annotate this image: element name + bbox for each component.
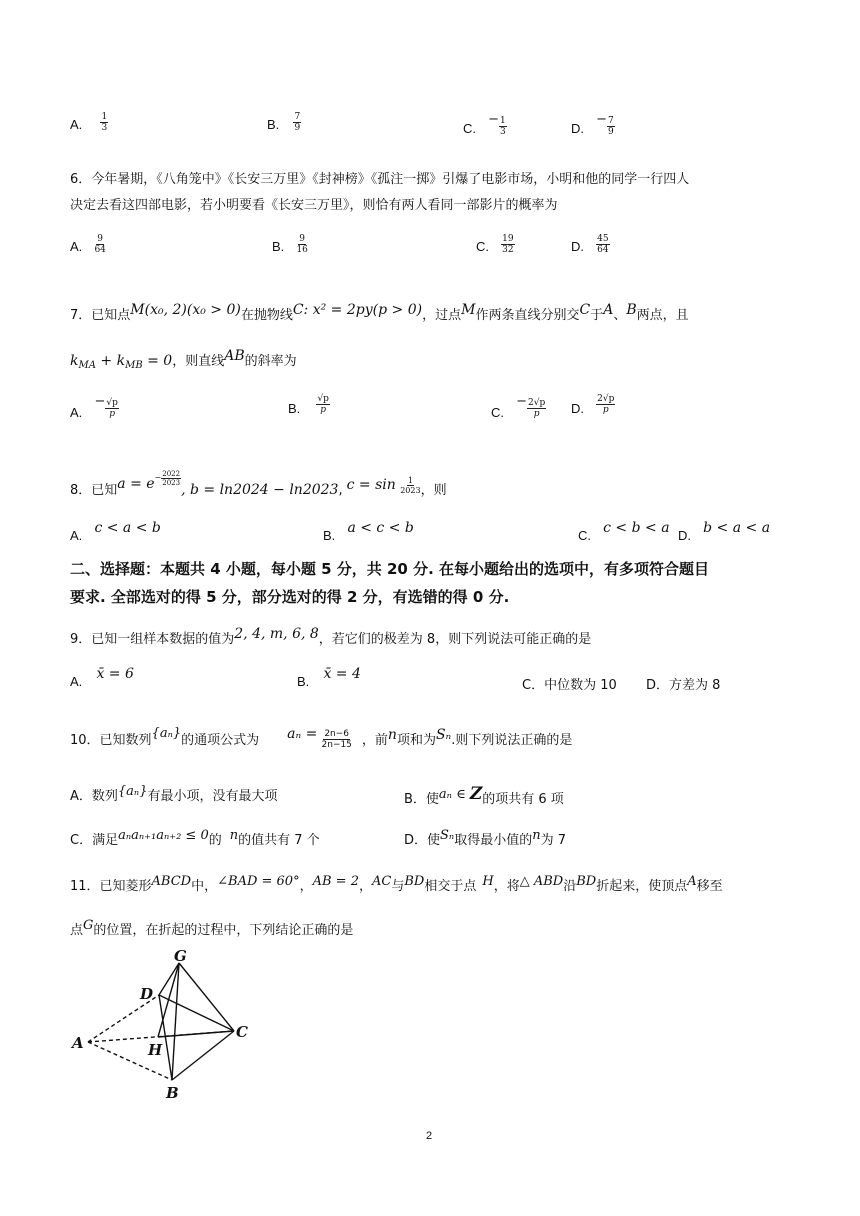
- text: 与: [391, 879, 405, 894]
- math-b: , b = ln2024 − ln2023: [181, 482, 339, 498]
- math-var: Sₙ: [435, 727, 452, 743]
- text: 中，: [191, 879, 218, 894]
- section-2-heading-line-2: 要求. 全部选对的得 5 分，部分选对的得 2 分，有选错的得 0 分.: [70, 588, 510, 606]
- option-label: A.: [70, 528, 83, 543]
- q5-option-b: [267, 112, 301, 133]
- denominator: 3: [500, 127, 506, 137]
- text: C．满足: [70, 833, 119, 848]
- text: 10．已知数列: [70, 733, 152, 748]
- text: ，将: [493, 879, 520, 894]
- subscript: MB: [125, 360, 143, 371]
- option-expr: x̄ = 4: [323, 666, 361, 682]
- text: ，: [358, 879, 372, 894]
- math-var: BD: [576, 874, 597, 889]
- fraction: [527, 398, 546, 419]
- fraction: [316, 394, 330, 415]
- q7-option-c: [491, 394, 546, 421]
- text: 两点，且: [636, 308, 689, 323]
- option-label: D.: [571, 239, 584, 254]
- math-var: M: [461, 302, 476, 318]
- math-var: BD: [404, 874, 425, 889]
- math-var: AC: [372, 874, 392, 889]
- fraction: [596, 394, 615, 415]
- math-point-m: M(x₀, 2)(x₀ > 0): [130, 302, 241, 318]
- fraction: [501, 234, 514, 255]
- q6-option-d: [571, 234, 610, 255]
- option-label: A.: [70, 674, 83, 689]
- q10-stem: [70, 726, 572, 750]
- numerator: 1: [500, 116, 506, 126]
- q9-stem: [70, 626, 591, 647]
- denominator: p: [533, 409, 540, 419]
- q7-option-d: [571, 394, 615, 417]
- integers-symbol: Z: [469, 784, 483, 804]
- numerator: 9: [97, 234, 104, 244]
- q6-option-a: [70, 234, 106, 255]
- text: D．使: [404, 833, 441, 848]
- q5-option-c: [463, 112, 507, 137]
- text: 有最小项，没有最大项: [147, 789, 278, 804]
- math-var: H: [482, 874, 494, 889]
- q10-option-d: [404, 828, 566, 848]
- denominator: 2023: [400, 485, 421, 495]
- fraction: [100, 112, 108, 133]
- text: 的项共有 6 项: [482, 792, 564, 807]
- option-label: B.: [272, 239, 285, 254]
- denominator: p: [602, 405, 609, 415]
- option-label: C.: [476, 239, 489, 254]
- math-a: a = e− $\frac{2022}{2023}$: [117, 470, 181, 492]
- text: 8．已知: [70, 483, 118, 498]
- denominator: p: [109, 409, 115, 419]
- option-label: C.: [491, 405, 504, 420]
- vertex-label-a: A: [72, 1034, 84, 1052]
- fraction: [596, 234, 609, 255]
- math-membership: aₙ ∈: [438, 787, 470, 802]
- denominator: 9: [608, 127, 614, 137]
- math-an: aₙ =: [287, 726, 318, 742]
- math-var: n: [229, 828, 239, 843]
- text: 相交于点: [424, 879, 477, 894]
- text: k: [70, 353, 79, 369]
- option-expr: c < a < b: [94, 520, 161, 536]
- text: 的位置，在折起的过程中，下列结论正确的是: [93, 923, 354, 938]
- minus-sign: −: [516, 394, 528, 409]
- math-slope-sum: [70, 353, 172, 369]
- numerator: 45: [597, 234, 609, 244]
- math-product: aₙaₙ₊₁aₙ₊₂ ≤ 0: [118, 828, 209, 843]
- fraction: [105, 398, 119, 419]
- q10-option-b: [404, 784, 564, 807]
- exponent-fraction: [161, 470, 181, 487]
- text: 在抛物线: [240, 308, 293, 323]
- vertex-label-h: H: [148, 1041, 163, 1059]
- text: 的值共有 7 个: [238, 833, 320, 848]
- fraction: [296, 234, 307, 255]
- denominator: 3: [101, 123, 108, 133]
- fraction: [94, 234, 105, 255]
- page-number: 2: [426, 1130, 433, 1142]
- text: 沿: [563, 879, 577, 894]
- q8-stem: [70, 470, 447, 498]
- denominator: 64: [597, 245, 609, 255]
- denominator: p: [320, 405, 327, 415]
- text: ，: [299, 879, 313, 894]
- vertex-label-c: C: [236, 1023, 248, 1041]
- q8-option-b: [323, 520, 414, 544]
- numerator: 2√p: [528, 398, 546, 408]
- fraction: [321, 729, 351, 750]
- text: B．使: [404, 792, 439, 807]
- math-var: A: [687, 874, 697, 889]
- q7-line-2: [70, 348, 297, 371]
- minus-sign: −: [488, 112, 500, 127]
- denominator: 2023: [162, 479, 181, 487]
- math-angle: ∠BAD = 60°: [217, 874, 300, 889]
- text: .则下列说法正确的是: [451, 733, 573, 748]
- text: ，前: [361, 733, 388, 748]
- vertex-label-g: G: [174, 947, 187, 965]
- option-label: A.: [70, 117, 83, 132]
- section-2-heading-line-1: 二、选择题：本题共 4 小题，每小题 5 分，共 20 分. 在每小题给出的选项中，有多项符合题目: [70, 560, 710, 578]
- numerator: √p: [317, 394, 329, 404]
- text: 的: [208, 833, 222, 848]
- option-label: C.: [578, 528, 591, 543]
- text: 取得最小值的: [454, 833, 533, 848]
- math-var: B: [626, 302, 637, 318]
- text: 项和为: [396, 733, 436, 748]
- text: 点: [70, 923, 84, 938]
- q11-line-1: [70, 874, 723, 894]
- q9-option-a: [70, 666, 134, 690]
- q10-option-c: [70, 828, 320, 848]
- numerator: 2022: [162, 470, 181, 478]
- q8-option-c: [578, 520, 670, 544]
- q7-option-a: [70, 394, 119, 421]
- math-var: A: [603, 302, 614, 318]
- q6-line-1: 6．今年暑期，《八角笼中》《长安三万里》《封神榜》《孤注一掷》引爆了电影市场，小明和他的同学一行四人: [70, 172, 690, 187]
- fraction: [607, 116, 615, 137]
- minus-sign: −: [94, 394, 106, 409]
- math-c: [347, 477, 421, 493]
- q5-option-a: [70, 112, 108, 133]
- text: a = e: [117, 476, 155, 492]
- option-expr: c < b < a: [603, 520, 670, 536]
- q9-option-c: C．中位数为 10: [522, 678, 617, 693]
- option-label: B.: [267, 117, 280, 132]
- text: 于: [590, 308, 604, 323]
- text: ，过点: [422, 308, 462, 323]
- option-label: B.: [323, 528, 336, 543]
- q7-line-1: [70, 302, 689, 323]
- numerator: 9: [299, 234, 306, 244]
- numerator: 19: [502, 234, 514, 244]
- option-label: A.: [70, 405, 83, 420]
- q8-option-a: [70, 520, 161, 544]
- math-var: n: [387, 727, 397, 743]
- q9-option-d: D．方差为 8: [646, 678, 721, 693]
- numerator: 7: [608, 116, 614, 126]
- q5-option-d: [571, 112, 615, 137]
- text: 为 7: [540, 833, 566, 848]
- vertex-label-b: B: [166, 1084, 179, 1102]
- numerator: 2n−6: [324, 729, 350, 739]
- q6-option-b: [272, 234, 308, 255]
- math-var: AB: [224, 348, 245, 364]
- folded-rhombus-figure: [68, 945, 258, 1105]
- math-var: G: [83, 918, 94, 933]
- denominator: 2n−15: [321, 740, 352, 750]
- text: 折起来，使顶点: [596, 879, 688, 894]
- math-parabola: C: x² = 2py(p > 0): [292, 302, 423, 318]
- fraction: [499, 116, 507, 137]
- numerator: 1: [101, 112, 108, 122]
- option-label: B.: [297, 674, 310, 689]
- text: = 0: [142, 353, 173, 369]
- q6-option-c: [476, 234, 515, 255]
- option-label: D.: [571, 401, 584, 416]
- option-label: C.: [463, 121, 476, 136]
- text: 、: [613, 308, 627, 323]
- numerator: 2√p: [597, 394, 615, 404]
- text: 作两条直线分别交: [475, 308, 580, 323]
- q10-option-a: [70, 784, 277, 804]
- text: A．数列: [70, 789, 118, 804]
- option-label: A.: [70, 239, 83, 254]
- option-label: B.: [288, 401, 301, 416]
- math-triangle: △ ABD: [519, 874, 564, 889]
- math-data: 2, 4, m, 6, 8: [234, 626, 319, 642]
- q9-option-b: [297, 666, 361, 690]
- option-expr: b < a < a: [703, 520, 771, 536]
- text: 9．已知一组样本数据的值为: [70, 632, 235, 647]
- text: 的斜率为: [244, 354, 297, 369]
- option-label: D.: [571, 121, 584, 136]
- text: 移至: [696, 879, 723, 894]
- q6-line-2: 决定去看这四部电影，若小明要看《长安三万里》，则恰有两人看同一部影片的概率为: [70, 198, 558, 213]
- fraction: [400, 476, 420, 495]
- text: 7．已知点: [70, 308, 131, 323]
- denominator: 16: [296, 245, 308, 255]
- text: ,: [338, 483, 343, 498]
- q8-option-d: [678, 520, 770, 544]
- text: ，则: [420, 483, 447, 498]
- math-seq: {aₙ}: [151, 726, 182, 741]
- text: + k: [95, 353, 126, 369]
- denominator: 32: [502, 245, 514, 255]
- math-var: ABCD: [151, 874, 192, 889]
- option-expr: x̄ = 6: [96, 666, 134, 682]
- subscript: MA: [78, 360, 96, 371]
- q11-line-2: [70, 918, 353, 938]
- numerator: 7: [294, 112, 301, 122]
- denominator: 64: [94, 245, 106, 255]
- math-var: Sₙ: [440, 828, 455, 843]
- text: 11．已知菱形: [70, 879, 152, 894]
- denominator: 9: [294, 123, 301, 133]
- math-var: C: [579, 302, 591, 318]
- fraction: [293, 112, 301, 133]
- math-var: n: [532, 828, 541, 843]
- text: ，则直线: [172, 354, 225, 369]
- text: 的通项公式为: [181, 733, 260, 748]
- q7-option-b: [288, 394, 330, 417]
- numerator: √p: [106, 398, 118, 408]
- text: ，若它们的极差为 8，则下列说法可能正确的是: [318, 632, 592, 647]
- math-length: AB = 2: [312, 874, 359, 889]
- vertex-label-d: D: [140, 985, 154, 1003]
- text: c = sin: [346, 477, 396, 493]
- math-seq: {aₙ}: [117, 784, 148, 799]
- option-label: D.: [678, 528, 691, 543]
- option-expr: a < c < b: [347, 520, 414, 536]
- numerator: 1: [407, 475, 413, 485]
- minus-sign: −: [596, 112, 608, 127]
